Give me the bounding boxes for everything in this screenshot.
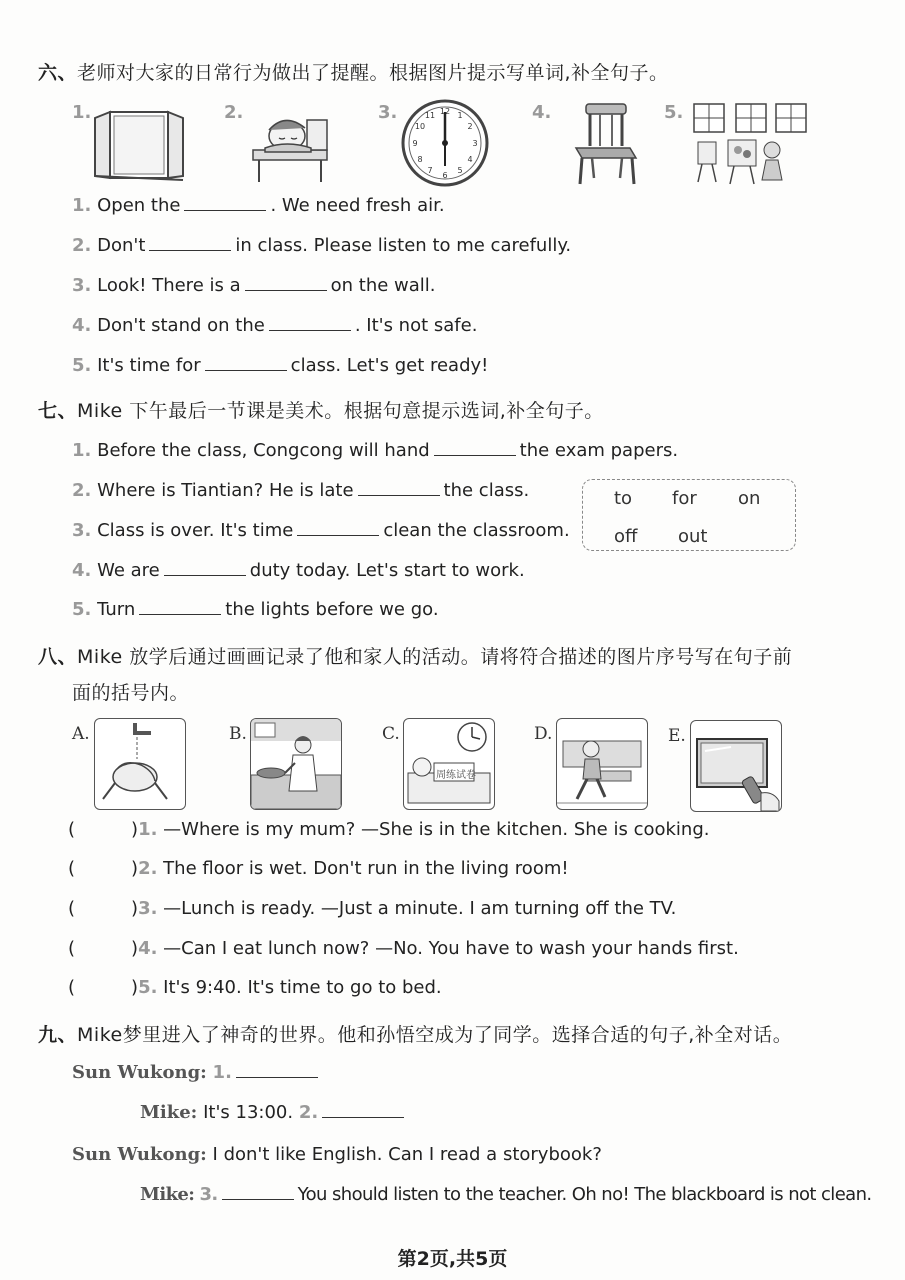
answer-blank[interactable]	[322, 1103, 404, 1118]
s8-item-1: ( )1. —Where is my mum? —She is in the kitchen. She is cooking.	[68, 819, 710, 840]
answer-blank[interactable]	[358, 481, 440, 496]
answer-blank[interactable]	[297, 521, 379, 536]
art-class-picture	[690, 100, 810, 186]
answer-blank[interactable]	[269, 316, 351, 331]
svg-text:8: 8	[417, 155, 423, 164]
answer-blank[interactable]	[139, 600, 221, 615]
pic-label-3: 3.	[378, 102, 398, 123]
answer-blank[interactable]	[149, 236, 231, 251]
section-9-heading: 九、Mike梦里进入了神奇的世界。他和孙悟空成为了同学。选择合适的句子,补全对话。	[38, 1024, 793, 1046]
section-8-heading: 八、Mike 放学后通过画画记录了他和家人的活动。请将符合描述的图片序号写在句子前	[38, 646, 793, 668]
s8-item-3: ( )3. —Lunch is ready. —Just a minute. I am turning off the TV.	[68, 898, 677, 919]
answer-blank[interactable]	[434, 441, 516, 456]
word-option: out	[678, 526, 708, 547]
word-option: for	[672, 488, 697, 509]
dialogue-line-2: Mike: It's 13:00. 2.	[140, 1102, 408, 1123]
pic-letter-d: D.	[534, 724, 553, 744]
svg-text:11: 11	[424, 111, 436, 120]
s7-sentence-5: 5. Turn the lights before we go.	[72, 599, 439, 620]
running-boy-picture	[556, 718, 648, 810]
s6-sentence-1: 1. Open the . We need fresh air.	[72, 195, 445, 216]
s6-sentence-5: 5. It's time for class. Let's get ready!	[72, 355, 489, 376]
pic-label-1: 1.	[72, 102, 92, 123]
pic-label-5: 5.	[664, 102, 684, 123]
s6-sentence-2: 2. Don't in class. Please listen to me carefully.	[72, 235, 572, 256]
pic-label-2: 2.	[224, 102, 244, 123]
dialogue-line-4: Mike: 3. You should listen to the teacher. Oh no! The blackboard is not clean.	[140, 1184, 872, 1205]
word-option: off	[614, 526, 638, 547]
tv-remote-picture	[690, 720, 782, 812]
pic-letter-c: C.	[382, 724, 400, 744]
s8-item-2: ( )2. The floor is wet. Don't run in the living room!	[68, 858, 569, 879]
sleeping-student-picture	[245, 100, 335, 185]
dialogue-line-3: Sun Wukong: I don't like English. Can I read a storybook?	[72, 1144, 602, 1165]
window-picture	[92, 106, 187, 184]
svg-text:10: 10	[414, 122, 426, 131]
answer-blank[interactable]	[222, 1185, 294, 1200]
dialogue-line-1: Sun Wukong: 1.	[72, 1062, 322, 1083]
section-7-heading: 七、Mike 下午最后一节课是美术。根据句意提示选词,补全句子。	[38, 400, 604, 422]
answer-blank[interactable]	[164, 561, 246, 576]
svg-text:4: 4	[467, 155, 473, 164]
s7-sentence-2: 2. Where is Tiantian? He is late the class.	[72, 480, 530, 501]
s6-sentence-3: 3. Look! There is a on the wall.	[72, 275, 436, 296]
pic-letter-b: B.	[229, 724, 247, 744]
answer-blank[interactable]	[205, 356, 287, 371]
svg-text:5: 5	[457, 166, 463, 175]
answer-blank[interactable]	[184, 196, 266, 211]
svg-text:9: 9	[412, 139, 418, 148]
svg-text:6: 6	[442, 171, 448, 180]
section-8-heading-line2: 面的括号内。	[72, 682, 190, 704]
svg-text:3: 3	[472, 139, 478, 148]
pic-letter-a: A.	[72, 724, 90, 744]
svg-text:7: 7	[427, 166, 433, 175]
s8-item-4: ( )4. —Can I eat lunch now? —No. You have to wash your hands first.	[68, 938, 739, 959]
answer-blank[interactable]	[245, 276, 327, 291]
clock-picture	[400, 98, 490, 188]
washing-hands-picture	[94, 718, 186, 810]
s8-item-5: ( )5. It's 9:40. It's time to go to bed.	[68, 977, 442, 998]
mum-cooking-picture	[250, 718, 342, 810]
svg-text:2: 2	[467, 122, 473, 131]
svg-text:12: 12	[439, 107, 451, 116]
page-footer: 第2页,共5页	[397, 1248, 508, 1270]
s7-sentence-4: 4. We are duty today. Let's start to work.	[72, 560, 525, 581]
svg-text:1: 1	[457, 111, 463, 120]
word-option: on	[738, 488, 761, 509]
s6-sentence-4: 4. Don't stand on the . It's not safe.	[72, 315, 478, 336]
answer-blank[interactable]	[236, 1063, 318, 1078]
exam-paper-text: 周练试卷	[436, 770, 476, 781]
chair-picture	[570, 100, 640, 186]
word-option: to	[614, 488, 633, 509]
sleeping-in-bed-picture	[403, 718, 495, 810]
pic-label-4: 4.	[532, 102, 552, 123]
pic-letter-e: E.	[668, 726, 686, 746]
s7-sentence-1: 1. Before the class, Congcong will hand the exam papers.	[72, 440, 679, 461]
s7-sentence-3: 3. Class is over. It's time clean the classroom.	[72, 520, 570, 541]
section-6-heading: 六、老师对大家的日常行为做出了提醒。根据图片提示写单词,补全句子。	[38, 62, 669, 84]
